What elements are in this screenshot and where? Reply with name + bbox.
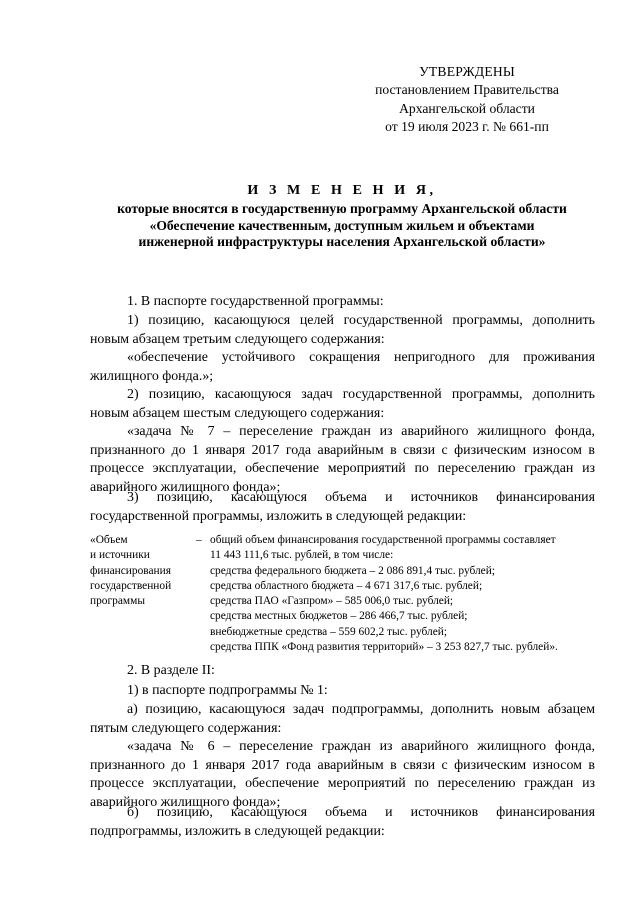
financing-label-line: государственной [90, 579, 172, 592]
financing-label [90, 533, 200, 609]
financing-line: средства ПАО «Газпром» – 585 006,0 тыс. рублей; [210, 595, 454, 608]
approval-line: постановлением Правительства [375, 82, 559, 98]
heading-line: «Обеспечение качественным, доступным жильем и объектами [149, 217, 535, 233]
financing-label-line: «Объем [90, 534, 128, 546]
paragraph-1: 1. В паспорте государственной программы: [127, 294, 384, 309]
document-title: И З М Е Н Е Н И Я, [247, 183, 437, 198]
financing-line: средства местных бюджетов – 286 466,7 тыс. рублей; [210, 610, 468, 623]
financing-label-line: финансирования [90, 564, 171, 577]
paragraph-1-2: 2) позицию, касающуюся задач государственной программы, дополнить новым абзацем шестым следующего содержания: [90, 387, 595, 421]
financing-details [210, 533, 610, 655]
approval-line: Архангельской области [399, 100, 535, 116]
financing-line: общий объем финансирования государственной программы составляет [210, 534, 556, 546]
paragraph-quote-3: «задача № 6 – переселение граждан из аварийного жилищного фонда, признанного до 1 января 2017 года аварийным в связи с физическим износом в процессе эксплуатации, обеспечение мероприятий по переселению граждан из аварийного жилищного фонда»; [90, 739, 595, 810]
paragraph-1-3: 3) позицию, касающуюся объема и источников финансирования государственной программы, изложить в следующей редакции: [90, 490, 595, 524]
financing-line: средства областного бюджета – 4 671 317,6 тыс. рублей; [210, 579, 483, 592]
financing-line: средства федерального бюджета – 2 086 891,4 тыс. рублей; [210, 564, 496, 577]
paragraph-2: 2. В разделе II: [127, 663, 215, 678]
financing-line: средства ППК «Фонд развития территорий» – 3 253 827,7 тыс. рублей». [210, 641, 558, 654]
approval-date-number: от 19 июля 2023 г. № 661-пп [385, 119, 549, 135]
approval-block [356, 63, 578, 137]
paragraph-2-1: 1) в паспорте подпрограммы № 1: [127, 683, 328, 698]
financing-line: внебюджетные средства – 559 602,2 тыс. рублей; [210, 625, 448, 638]
financing-label-line: и источники [90, 549, 150, 562]
paragraph-1-1: 1) позицию, касающуюся целей государственной программы, дополнить новым абзацем третьим следующего содержания: [90, 313, 595, 347]
paragraph-2-1-b: б) позицию, касающуюся объема и источников финансирования подпрограммы, изложить в следующей редакции: [90, 805, 595, 839]
paragraph-quote-1: «обеспечение устойчивого сокращения непригодного для проживания жилищного фонда.»; [90, 350, 595, 384]
document-heading [62, 183, 622, 251]
paragraph-quote-2: «задача № 7 – переселение граждан из аварийного жилищного фонда, признанного до 1 января 2017 года аварийным в связи с физическим износом в процессе эксплуатации, обеспечение мероприятий по переселению граждан из аварийного жилищного фонда»; [90, 424, 595, 495]
heading-line: инженерной инфраструктуры населения Архангельской области» [138, 234, 546, 250]
financing-dash: – [196, 534, 202, 546]
heading-line: которые вносятся в государственную программу Архангельской области [117, 200, 567, 216]
approval-title: УТВЕРЖДЕНЫ [419, 64, 515, 79]
financing-label-line: программы [90, 595, 145, 608]
financing-line: 11 443 111,6 тыс. рублей, в том числе: [210, 549, 394, 562]
paragraph-2-1-a: а) позицию, касающуюся задач подпрограммы, дополнить новым абзацем пятым следующего содержания: [90, 702, 595, 736]
